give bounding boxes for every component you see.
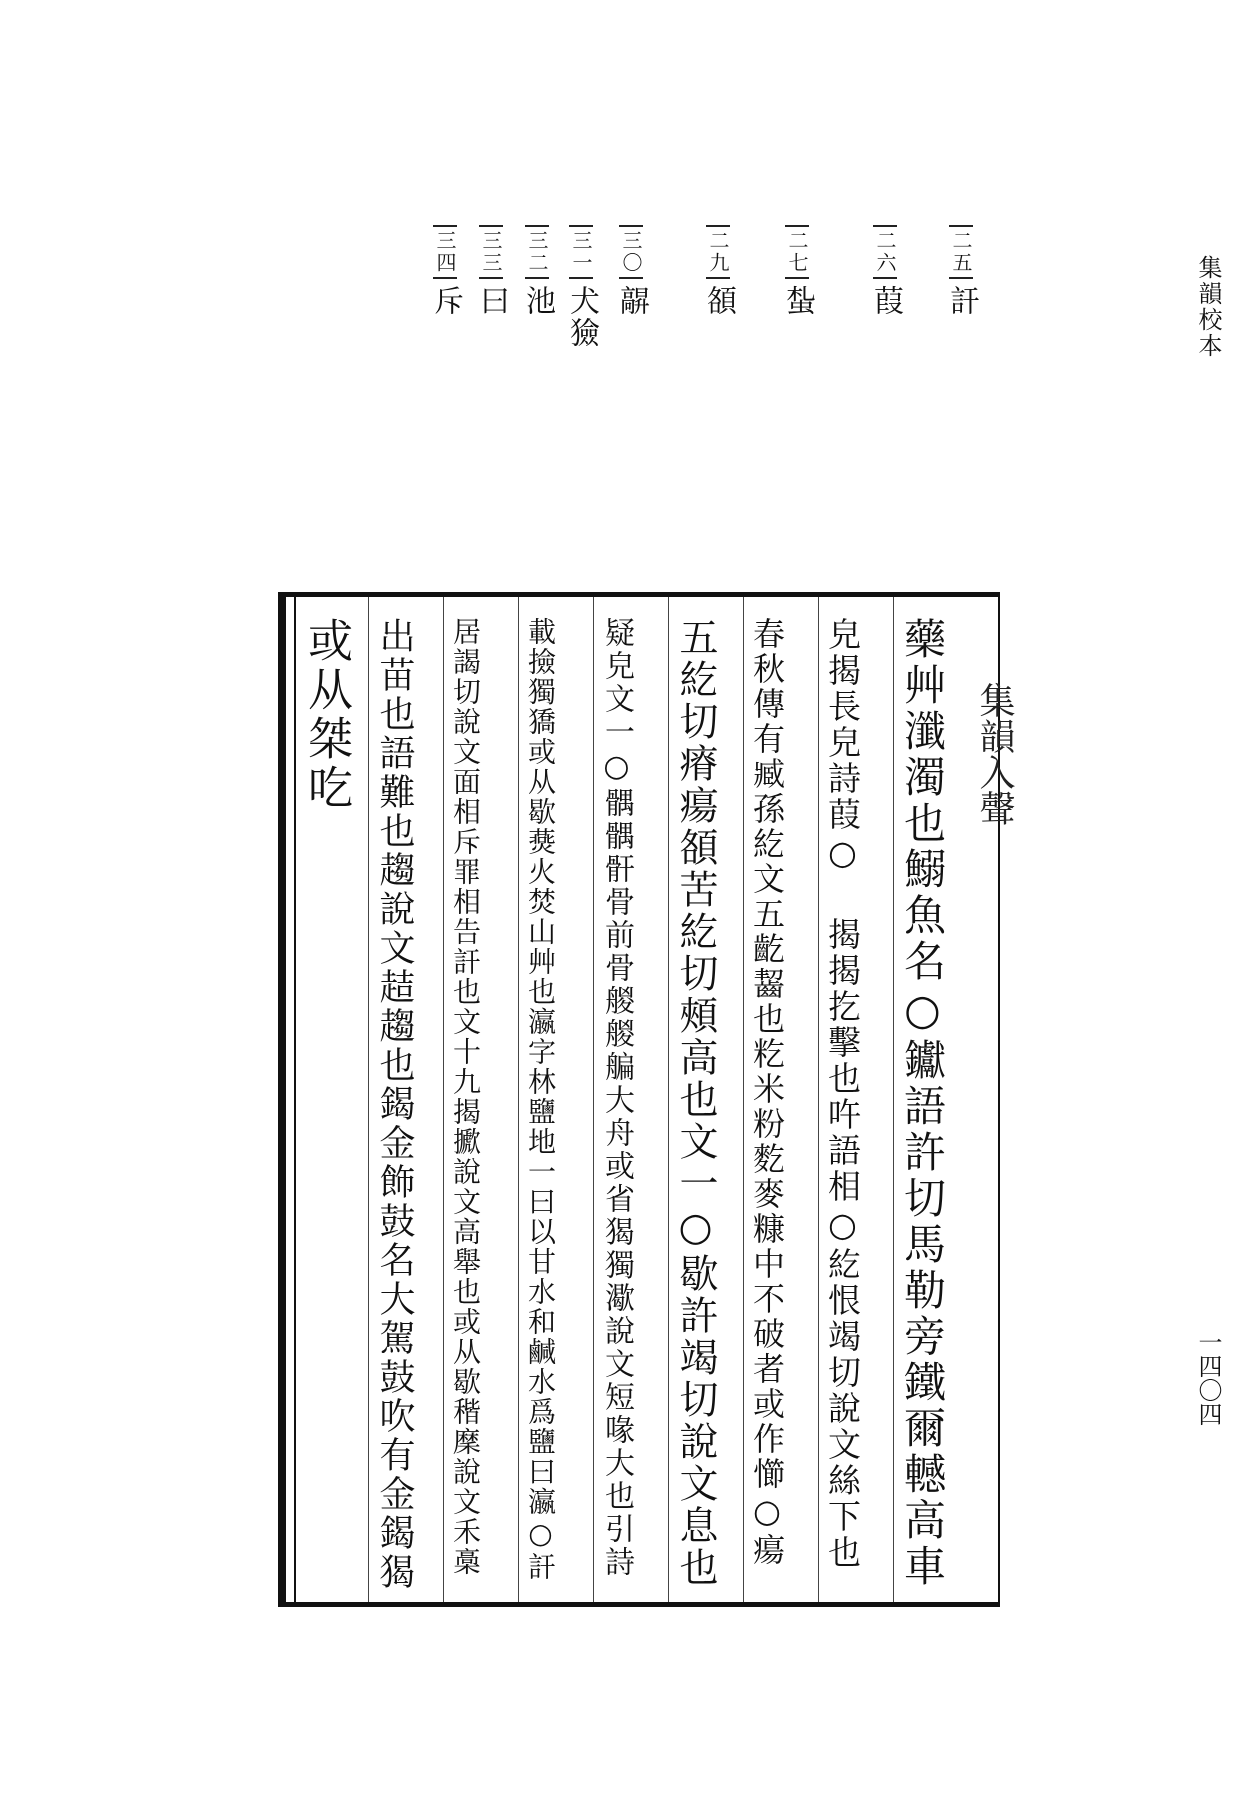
collation-note: [868, 225, 903, 317]
note-number: 二五: [949, 225, 973, 279]
text-column: 或从桀吃: [300, 617, 353, 813]
note-number: 二六: [873, 225, 897, 279]
column-rule: [743, 597, 744, 1602]
collation-note: [520, 225, 555, 317]
running-title: 集韻校本: [1194, 255, 1222, 359]
note-number: 三四: [433, 225, 457, 279]
note-number: 三一: [569, 225, 593, 279]
text-column: 皃揭長皃詩葭○ 揭揭扢擊也吘語相○紇恨竭切說文絲下也: [823, 617, 862, 1571]
collation-note: [944, 225, 979, 317]
column-rule: [443, 597, 444, 1602]
note-text: 池: [520, 285, 555, 317]
collation-note: [780, 225, 815, 317]
note-number: 二九: [706, 225, 730, 279]
text-column: 藥艸瀸濁也鰯魚名○钀語許切馬勒旁鐵爾轗高車: [898, 617, 947, 1590]
note-text: 蚻: [780, 285, 815, 317]
collation-note: [564, 225, 599, 349]
text-column: 五紇切瘠瘍頟苦紇切頰高也文一○歇許竭切說文息也: [673, 617, 718, 1589]
note-text: 頟: [701, 285, 736, 317]
text-column: 載撿獨獢或从歇㷼火焚山艸也瀛字林鹽地一曰以甘水和鹹水爲鹽曰瀛○訐: [524, 617, 557, 1582]
note-text: 髜: [614, 285, 649, 317]
column-rule: [518, 597, 519, 1602]
note-number: 二七: [785, 225, 809, 279]
column-rule: [368, 597, 369, 1602]
note-text: 訐: [944, 285, 979, 317]
note-number: 三三: [479, 225, 503, 279]
note-text: 斥: [428, 285, 463, 317]
text-column: 居謁切說文面相斥罪相告訐也文十九揭擨說文高舉也或从歇稭穈說文禾槀: [449, 617, 482, 1577]
collation-note: [614, 225, 649, 317]
banxin-label: 集韻入聲: [974, 682, 1015, 826]
collation-note: [428, 225, 463, 317]
text-column: 春秋傳有臧孫紇文五齕齧也籺米粉麧麥糠中不破者或作㦢○瘍: [748, 617, 786, 1568]
note-number: 三二: [525, 225, 549, 279]
note-number: 三〇: [619, 225, 643, 279]
woodblock-page: [278, 592, 1015, 1607]
note-text: 葭: [868, 285, 903, 317]
column-rule: [818, 597, 819, 1602]
collation-note: [474, 225, 509, 317]
text-column: 出苗也語難也趨說文趌趨也鍻金飾鼓名大駕鼓吹有金鍻猲: [374, 617, 415, 1592]
frame-rule: [294, 597, 296, 1602]
column-rule: [893, 597, 894, 1602]
note-text: 曰: [474, 285, 509, 317]
page-number: 一四〇四: [1194, 1330, 1222, 1426]
collation-note: [701, 225, 736, 317]
column-rule: [668, 597, 669, 1602]
text-column: 疑皃文一○髃髃骭骨前骨艐艐艑大舟或省猲獨㵣說文短喙大也引詩: [599, 617, 634, 1579]
note-text: 犬獫: [564, 285, 599, 349]
column-rule: [593, 597, 594, 1602]
